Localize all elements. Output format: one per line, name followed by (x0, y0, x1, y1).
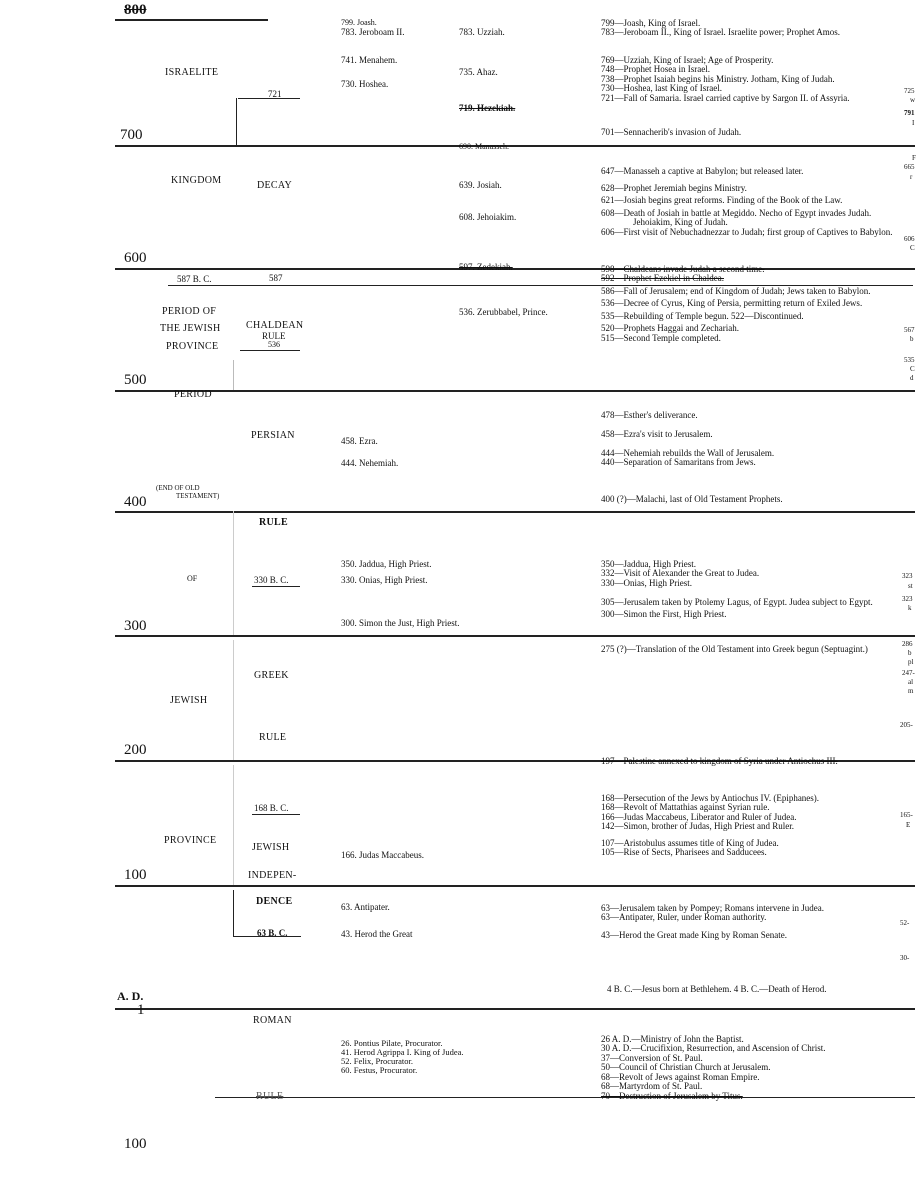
label-chaldean: CHALDEAN (246, 320, 304, 331)
label-end-old-1: (END OF OLD (156, 484, 200, 492)
label-indepen: INDEPEN- (248, 870, 297, 881)
events-769 (601, 56, 899, 103)
rule-100 (115, 885, 915, 887)
events-458 (601, 430, 899, 439)
judah-king: 536. Zerubbabel, Prince. (459, 307, 548, 317)
label-330bc: 330 B. C. (254, 575, 289, 585)
margin-fragment: st (908, 582, 913, 590)
vrule-200 (233, 765, 234, 885)
event: 43—Herod the Great made King by Roman Senate. (601, 930, 787, 940)
event: 621—Josiah begins great reforms. Finding of the Book of the Law. (601, 195, 843, 206)
rule-400 (115, 511, 915, 513)
event: 168—Revolt of Mattathias against Syrian rule. (601, 802, 770, 813)
event: 330—Onias, High Priest. (601, 577, 692, 588)
label-587bc: 587 B. C. (177, 274, 212, 284)
label-721: 721 (268, 89, 282, 99)
person: 60. Festus, Procurator. (341, 1065, 418, 1075)
event: 586—Fall of Jerusalem; end of Kingdom of Judah; Jews taken to Babylon. (601, 285, 871, 296)
year-600: 600 (124, 250, 147, 266)
vrule-400 (233, 511, 234, 635)
events-197 (601, 757, 899, 766)
margin-fragment: 205- (900, 721, 913, 729)
rule-800 (115, 19, 268, 21)
label-persian: PERSIAN (251, 430, 295, 441)
margin-fragment: 52- (900, 919, 910, 927)
event: 68—Revolt of Jews against Roman Empire. (601, 1071, 760, 1082)
year-100: 100 (124, 867, 147, 883)
label-province2: PROVINCE (164, 835, 217, 846)
margin-fragment: r (910, 173, 913, 181)
margin-fragment: C (910, 365, 915, 373)
event: 63—Jerusalem taken by Pompey; Romans intervene in Judea. (601, 903, 824, 913)
label-of: OF (187, 574, 198, 583)
label-the-jewish: THE JEWISH (160, 323, 221, 334)
person: 43. Herod the Great (341, 929, 413, 939)
event: 799—Joash, King of Israel. (601, 18, 701, 28)
year-500: 500 (124, 372, 147, 388)
year-1: 1 (137, 1002, 145, 1018)
margin-fragment: C (910, 244, 915, 252)
margin-fragment: 791 (904, 109, 915, 117)
event: 305—Jerusalem taken by Ptolemy Lagus, of Egypt. Judea subject to Egypt. (601, 597, 873, 607)
event: 400 (?)—Malachi, last of Old Testament Prophets. (601, 494, 783, 504)
rule-300 (115, 635, 915, 637)
margin-fragment: 286 (902, 640, 913, 648)
events-275 (601, 645, 899, 654)
margin-fragment: k (908, 604, 912, 612)
person: 300. Simon the Just, High Priest. (341, 618, 460, 628)
label-587: 587 (269, 273, 283, 283)
judah-king: 783. Uzziah. (459, 27, 505, 37)
label-rule2: RULE (259, 732, 287, 743)
margin-fragment: w (910, 96, 916, 104)
margin-fragment: pl (908, 658, 914, 666)
margin-fragment: d (910, 374, 914, 382)
label-rule: RULE (259, 517, 288, 528)
year-ad: A. D. (117, 989, 144, 1003)
events-43 (601, 931, 899, 940)
event: 478—Esther's deliverance. (601, 410, 698, 420)
rule-536 (240, 350, 300, 351)
event: 606—First visit of Nebuchadnezzar to Judah; first group of Captives to Babylon. (601, 226, 893, 237)
year-200: 200 (124, 742, 147, 758)
events-63 (601, 904, 899, 923)
vrule-500 (233, 360, 234, 390)
vrule-721 (236, 98, 237, 145)
label-63bc: 63 B. C. (257, 928, 288, 938)
label-israelite: ISRAELITE (165, 67, 219, 78)
judah-king: 639. Josiah. (459, 180, 502, 190)
year-700: 700 (120, 127, 143, 143)
label-roman: ROMAN (253, 1015, 292, 1026)
margin-fragment: E (906, 821, 911, 829)
event: 783—Jeroboam II., King of Israel. Israelite power; Prophet Amos. (601, 27, 840, 38)
event: 197—Palestine annexed to kingdom of Syria under Antiochus III. (601, 756, 838, 766)
rule-500 (115, 390, 915, 392)
event: 515—Second Temple completed. (601, 332, 721, 343)
vrule-300 (233, 640, 234, 760)
event: 332—Visit of Alexander the Great to Judea. (601, 568, 760, 579)
event: 50—Council of Christian Church at Jerusalem. (601, 1062, 771, 1073)
event: 628—Prophet Jeremiah begins Ministry. (601, 183, 747, 193)
event: 168—Persecution of the Jews by Antiochus IV. (Epiphanes). (601, 793, 820, 803)
event: 730—Hoshea, last King of Israel. (601, 83, 722, 94)
label-536: 536 (268, 340, 280, 349)
year-300: 300 (124, 618, 147, 634)
event: 300—Simon the First, High Priest. (601, 609, 727, 620)
judah-king: 608. Jehoiakim. (459, 212, 517, 222)
person: 63. Antipater. (341, 902, 390, 912)
event: 63—Antipater, Ruler, under Roman authority. (601, 912, 767, 923)
label-rule3: RULE (256, 1091, 284, 1102)
person: 41. Herod Agrippa I. King of Judea. (341, 1047, 464, 1057)
event: 738—Prophet Isaiah begins his Ministry. Jotham, King of Judah. (601, 73, 835, 84)
margin-fragment: 567 (904, 326, 915, 334)
event: 440—Separation of Samaritans from Jews. (601, 457, 756, 468)
event: 4 B. C.—Jesus born at Bethlehem. 4 B. C.—Death of Herod. (607, 984, 827, 994)
event: 107—Aristobulus assumes title of King of Judea. (601, 838, 779, 848)
person: 330. Onias, High Priest. (341, 575, 428, 585)
events-107 (601, 839, 899, 858)
event: 275 (?)—Translation of the Old Testament into Greek begun (Septuagint.) (601, 644, 868, 654)
label-jewish: JEWISH (170, 695, 208, 706)
margin-fragment: 165- (900, 811, 913, 819)
judah-king: 735. Ahaz. (459, 67, 498, 77)
events-701 (601, 128, 899, 137)
event: 105—Rise of Sects, Pharisees and Sadducees. (601, 847, 767, 858)
label-province: PROVINCE (166, 341, 219, 352)
margin-fragment: b (910, 335, 914, 343)
rule-168 (252, 814, 300, 815)
label-end-old-2: TESTAMENT) (176, 492, 220, 500)
rule-ad (115, 1008, 915, 1010)
event: 769—Uzziah, King of Israel; Age of Prosperity. (601, 55, 774, 65)
margin-fragment: 725 (904, 87, 915, 95)
label-greek: GREEK (254, 670, 289, 681)
events-305 (601, 598, 899, 620)
events-4bc (607, 985, 905, 994)
israel-king: 799. Joash. (341, 18, 377, 27)
event: 26 A. D.—Ministry of John the Baptist. (601, 1034, 744, 1044)
event: 350—Jaddua, High Priest. (601, 559, 696, 569)
person: 26. Pontius Pilate, Procurator. (341, 1038, 443, 1048)
person: 444. Nehemiah. (341, 458, 399, 468)
year-800: 800 (124, 2, 147, 18)
person: 458. Ezra. (341, 436, 378, 446)
events-ad (601, 1035, 899, 1101)
events-800 (601, 19, 899, 38)
margin-fragment: b (908, 649, 912, 657)
label-period-of: PERIOD OF (162, 306, 217, 317)
event: 598—Chaldeans invade Judah a second time. (601, 264, 765, 274)
year-400: 400 (124, 494, 147, 510)
rule-700 (115, 145, 915, 147)
events-598 (601, 265, 899, 343)
person: 350. Jaddua, High Priest. (341, 559, 432, 569)
margin-fragment: 606 (904, 235, 915, 243)
event: 721—Fall of Samaria. Israel carried captive by Sargon II. of Assyria. (601, 92, 850, 103)
event: 748—Prophet Hosea in Israel. (601, 64, 710, 75)
events-350 (601, 560, 899, 588)
margin-fragment: al (908, 678, 914, 686)
label-jewish-b: JEWISH (252, 842, 290, 853)
events-444 (601, 449, 899, 468)
person: 52. Felix, Procurator. (341, 1056, 414, 1066)
event: 608—Death of Josiah in battle at Megiddo. Necho of Egypt invades Judah. Jehoiakim, King of Judah. (601, 207, 872, 228)
events-168 (601, 794, 899, 832)
event: 30 A. D.—Crucifixion, Resurrection, and Ascension of Christ. (601, 1043, 826, 1054)
israel-king: 730. Hoshea. (341, 79, 389, 89)
margin-fragment: F (912, 154, 916, 162)
events-628 (601, 184, 899, 237)
event: 535—Rebuilding of Temple begun. 522—Discontinued. (601, 310, 804, 321)
events-400 (601, 495, 899, 504)
event: 70—Destruction of Jerusalem by Titus. (601, 1090, 743, 1101)
event: 444—Nehemiah rebuilds the Wall of Jerusalem. (601, 448, 775, 458)
margin-fragment: 323 (902, 595, 913, 603)
margin-fragment: 535 (904, 356, 915, 364)
margin-fragment: 30- (900, 954, 910, 962)
margin-fragment: 665 (904, 163, 915, 171)
judah-king: 690. Manasseh. (459, 142, 509, 151)
event: 647—Manasseh a captive at Babylon; but released later. (601, 166, 804, 176)
margin-fragment: 323 (902, 572, 913, 580)
person: 166. Judas Maccabeus. (341, 850, 424, 860)
label-period: PERIOD (174, 389, 212, 400)
year-ad-100: 100 (124, 1136, 147, 1152)
events-478 (601, 411, 899, 420)
label-chaldean-rule: RULE (262, 331, 286, 341)
israel-king: 741. Menahem. (341, 55, 398, 65)
vrule-63 (233, 890, 234, 936)
margin-fragment: m (908, 687, 914, 695)
margin-fragment: 247- (902, 669, 915, 677)
label-dence: DENCE (256, 896, 293, 907)
event: 458—Ezra's visit to Jerusalem. (601, 429, 713, 439)
event: 536—Decree of Cyrus, King of Persia, permitting return of Exiled Jews. (601, 298, 863, 309)
event: 592—Prophet Ezekiel in Chaldea. (601, 273, 724, 284)
events-647 (601, 167, 899, 176)
israel-king: 783. Jeroboam II. (341, 27, 405, 37)
event: 142—Simon, brother of Judas, High Priest and Ruler. (601, 821, 794, 832)
judah-king: 597. Zedekiah. (459, 262, 513, 272)
judah-king: 719. Hezekiah. (459, 103, 516, 113)
event: 701—Sennacherib's invasion of Judah. (601, 127, 742, 137)
event: 68—Martyrdom of St. Paul. (601, 1081, 703, 1092)
label-168bc: 168 B. C. (254, 803, 289, 813)
event: 520—Prophets Haggai and Zechariah. (601, 323, 739, 334)
margin-fragment: I (912, 119, 915, 127)
label-kingdom: KINGDOM (171, 175, 222, 186)
rule-330 (252, 586, 300, 587)
event: 166—Judas Maccabeus, Liberator and Ruler of Judea. (601, 811, 797, 822)
event: 37—Conversion of St. Paul. (601, 1052, 703, 1063)
label-decay: DECAY (257, 180, 293, 191)
